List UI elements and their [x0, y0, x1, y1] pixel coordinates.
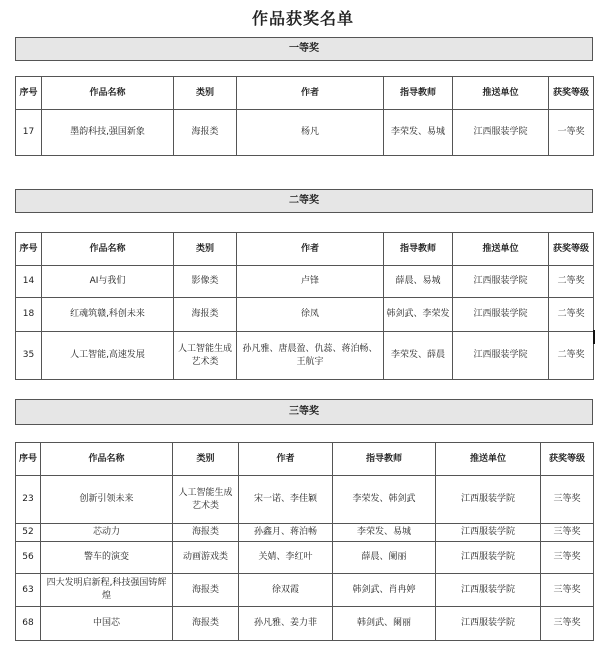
cell-teacher: 薛晨、阑丽: [333, 542, 436, 574]
page-title: 作品获奖名单: [251, 9, 354, 28]
group-heading-first: 一等奖: [15, 37, 593, 61]
cell-unit: 江西服装学院: [436, 524, 541, 542]
col-header-name: 作品名称: [42, 77, 174, 110]
group-heading-third: 三等奖: [15, 399, 593, 425]
cell-level: 三等奖: [541, 574, 594, 607]
cell-name: AI与我们: [42, 266, 174, 298]
cell-teacher: 韩剑武、阑丽: [333, 607, 436, 641]
cell-unit: 江西服装学院: [453, 332, 549, 380]
cell-level: 三等奖: [541, 542, 594, 574]
col-header-no: 序号: [16, 443, 41, 476]
cell-teacher: 李荣发、易城: [384, 110, 453, 156]
cell-no: 14: [16, 266, 42, 298]
cell-name: 红魂筑赣,科创未来: [42, 298, 174, 332]
cell-unit: 江西服装学院: [453, 266, 549, 298]
table-row: [16, 110, 594, 156]
cell-author: 卢锋: [237, 266, 384, 298]
cell-level: 二等奖: [549, 298, 594, 332]
col-header-level: 获奖等级: [541, 443, 594, 476]
cell-category: 海报类: [173, 574, 239, 607]
table-header-row: [16, 77, 594, 110]
col-header-author: 作者: [239, 443, 333, 476]
cell-no: 18: [16, 298, 42, 332]
cell-author: 关婧、李红叶: [239, 542, 333, 574]
cell-name: 创新引领未来: [41, 476, 173, 524]
col-header-teacher: 指导教师: [333, 443, 436, 476]
table-row: [16, 524, 594, 542]
table-header-row: [16, 443, 594, 476]
cell-teacher: 韩剑武、李荣发: [384, 298, 453, 332]
cell-author: 杨凡: [237, 110, 384, 156]
cell-no: 68: [16, 607, 41, 641]
col-header-level: 获奖等级: [549, 233, 594, 266]
table-row: [16, 607, 594, 641]
table-row: [16, 332, 594, 380]
cell-category: 海报类: [174, 298, 237, 332]
cell-teacher: 李荣发、韩剑武: [333, 476, 436, 524]
cell-name: 芯动力: [41, 524, 173, 542]
col-header-name: 作品名称: [41, 443, 173, 476]
cell-name: 墨韵科技,强国新象: [42, 110, 174, 156]
cell-category: 影像类: [174, 266, 237, 298]
cell-teacher: 李荣发、薛晨: [384, 332, 453, 380]
award-table-second: [15, 232, 594, 380]
col-header-level: 获奖等级: [549, 77, 594, 110]
group-heading-second: 二等奖: [15, 189, 593, 213]
cell-category: 人工智能生成艺术类: [173, 476, 239, 524]
cell-category: 动画游戏类: [173, 542, 239, 574]
cell-unit: 江西服装学院: [436, 607, 541, 641]
cell-unit: 江西服装学院: [453, 298, 549, 332]
cell-author: 孙凡雅、姜力菲: [239, 607, 333, 641]
cell-teacher: 韩剑武、肖冉婷: [333, 574, 436, 607]
cell-no: 52: [16, 524, 41, 542]
cell-name: 中国芯: [41, 607, 173, 641]
scroll-indicator: [593, 330, 595, 344]
table-row: [16, 476, 594, 524]
col-header-category: 类别: [173, 443, 239, 476]
table-header-row: [16, 233, 594, 266]
cell-level: 三等奖: [541, 476, 594, 524]
cell-no: 63: [16, 574, 41, 607]
cell-category: 海报类: [173, 524, 239, 542]
cell-author: 徐双霞: [239, 574, 333, 607]
cell-level: 三等奖: [541, 607, 594, 641]
cell-no: 17: [16, 110, 42, 156]
cell-author: 孙鑫月、蒋泊畅: [239, 524, 333, 542]
cell-category: 人工智能生成艺术类: [174, 332, 237, 380]
cell-no: 35: [16, 332, 42, 380]
cell-author: 孙凡雅、唐晨盈、仇蕊、蒋泊畅、王航宇: [237, 332, 384, 380]
cell-teacher: 薛晨、易城: [384, 266, 453, 298]
table-row: [16, 298, 594, 332]
award-table-first: [15, 76, 594, 156]
cell-level: 三等奖: [541, 524, 594, 542]
cell-unit: 江西服装学院: [453, 110, 549, 156]
cell-category: 海报类: [174, 110, 237, 156]
col-header-category: 类别: [174, 233, 237, 266]
cell-name: 警车的演变: [41, 542, 173, 574]
cell-unit: 江西服装学院: [436, 542, 541, 574]
cell-no: 56: [16, 542, 41, 574]
table-row: [16, 574, 594, 607]
cell-teacher: 李荣发、易城: [333, 524, 436, 542]
col-header-no: 序号: [16, 233, 42, 266]
col-header-teacher: 指导教师: [384, 233, 453, 266]
col-header-unit: 推送单位: [436, 443, 541, 476]
cell-level: 二等奖: [549, 332, 594, 380]
cell-no: 23: [16, 476, 41, 524]
col-header-author: 作者: [237, 233, 384, 266]
col-header-unit: 推送单位: [453, 77, 549, 110]
table-row: [16, 542, 594, 574]
cell-category: 海报类: [173, 607, 239, 641]
award-table-third: [15, 442, 594, 641]
col-header-author: 作者: [237, 77, 384, 110]
col-header-no: 序号: [16, 77, 42, 110]
table-row: [16, 266, 594, 298]
cell-level: 一等奖: [549, 110, 594, 156]
cell-unit: 江西服装学院: [436, 574, 541, 607]
cell-name: 四大发明启新程,科技强国铸辉煌: [41, 574, 173, 607]
col-header-teacher: 指导教师: [384, 77, 453, 110]
col-header-category: 类别: [174, 77, 237, 110]
cell-unit: 江西服装学院: [436, 476, 541, 524]
cell-author: 徐凤: [237, 298, 384, 332]
col-header-name: 作品名称: [42, 233, 174, 266]
cell-level: 二等奖: [549, 266, 594, 298]
cell-name: 人工智能,高速发展: [42, 332, 174, 380]
col-header-unit: 推送单位: [453, 233, 549, 266]
cell-author: 宋一诺、李佳颖: [239, 476, 333, 524]
